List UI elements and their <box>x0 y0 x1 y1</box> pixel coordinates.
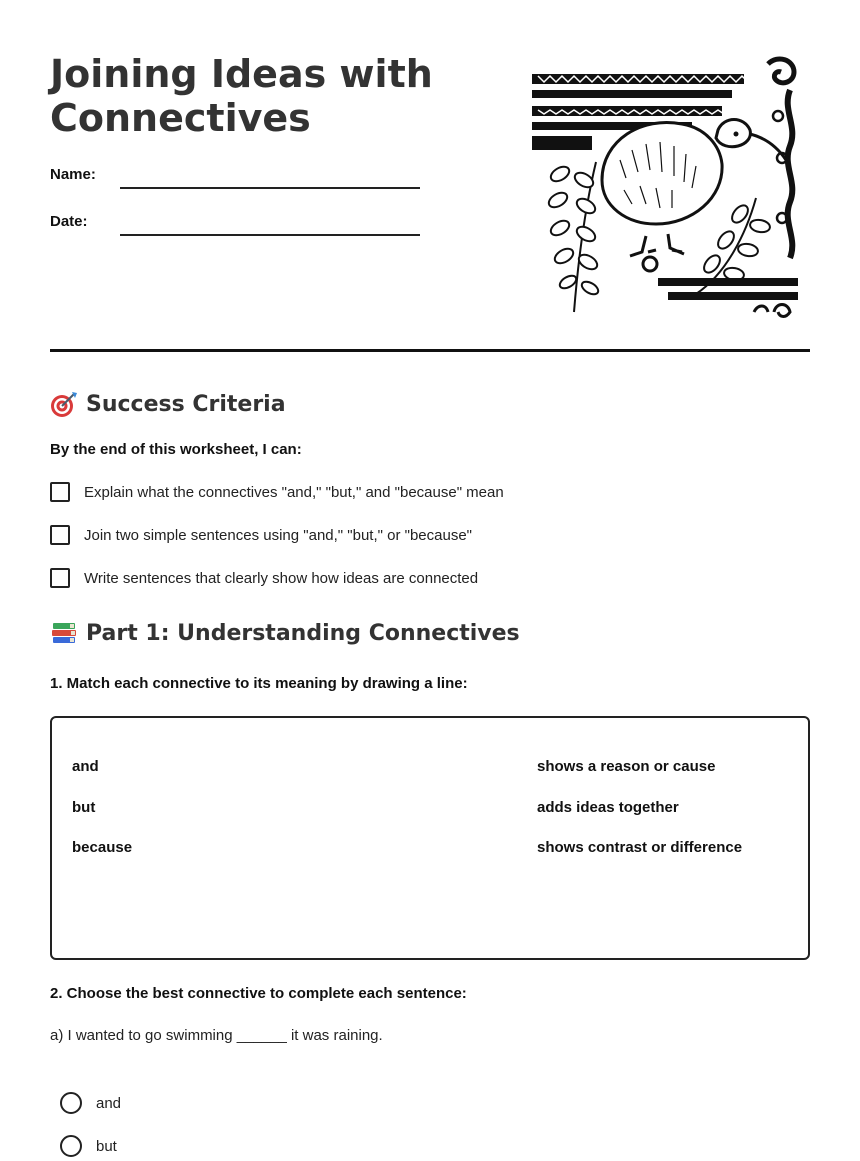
header-divider <box>50 349 810 352</box>
criteria-item[interactable] <box>50 482 504 502</box>
criteria-label: Explain what the connectives "and," "but," and "because" mean <box>84 483 504 501</box>
q2-prompt: 2. Choose the best connective to complete each sentence: <box>50 985 467 1002</box>
meaning-contrast[interactable]: shows contrast or difference <box>537 839 743 856</box>
criteria-label: Write sentences that clearly show how ideas are connected <box>84 569 479 587</box>
part1-heading <box>50 619 520 647</box>
option-label: and <box>96 1094 122 1112</box>
success-criteria-heading <box>50 390 286 418</box>
criteria-item[interactable] <box>50 525 472 545</box>
success-criteria-intro: By the end of this worksheet, I can: <box>50 441 302 458</box>
connective-but[interactable]: but <box>72 799 96 816</box>
meaning-reason[interactable]: shows a reason or cause <box>537 758 716 775</box>
title-line-1: Joining Ideas with <box>50 52 433 96</box>
date-field[interactable] <box>120 234 420 236</box>
name-label: Name: <box>50 166 96 183</box>
option-radio[interactable] <box>60 1092 82 1114</box>
q2-sentence-a: a) I wanted to go swimming ______ it was raining. <box>50 1027 383 1044</box>
part1-title: Part 1: Understanding Connectives <box>86 620 520 646</box>
title-line-2: Connectives <box>50 96 311 140</box>
criteria-checkbox[interactable] <box>50 482 70 502</box>
name-field[interactable] <box>120 187 420 189</box>
option-radio[interactable] <box>60 1135 82 1157</box>
criteria-checkbox[interactable] <box>50 568 70 588</box>
connective-because[interactable]: because <box>72 839 133 856</box>
target-icon <box>50 390 78 418</box>
option-but[interactable] <box>60 1135 117 1157</box>
connective-and[interactable]: and <box>72 758 99 775</box>
page-title <box>50 52 470 140</box>
criteria-item[interactable] <box>50 568 478 588</box>
matching-box <box>50 716 810 960</box>
criteria-label: Join two simple sentences using "and," "but," or "because" <box>84 526 472 544</box>
option-label: but <box>96 1137 117 1155</box>
books-icon <box>50 619 78 647</box>
q1-prompt: 1. Match each connective to its meaning by drawing a line: <box>50 675 468 692</box>
criteria-checkbox[interactable] <box>50 525 70 545</box>
meaning-adds[interactable]: adds ideas together <box>537 799 679 816</box>
kiwi-illustration <box>528 50 806 322</box>
success-criteria-title: Success Criteria <box>86 391 286 417</box>
option-and[interactable] <box>60 1092 121 1114</box>
date-label: Date: <box>50 213 88 230</box>
